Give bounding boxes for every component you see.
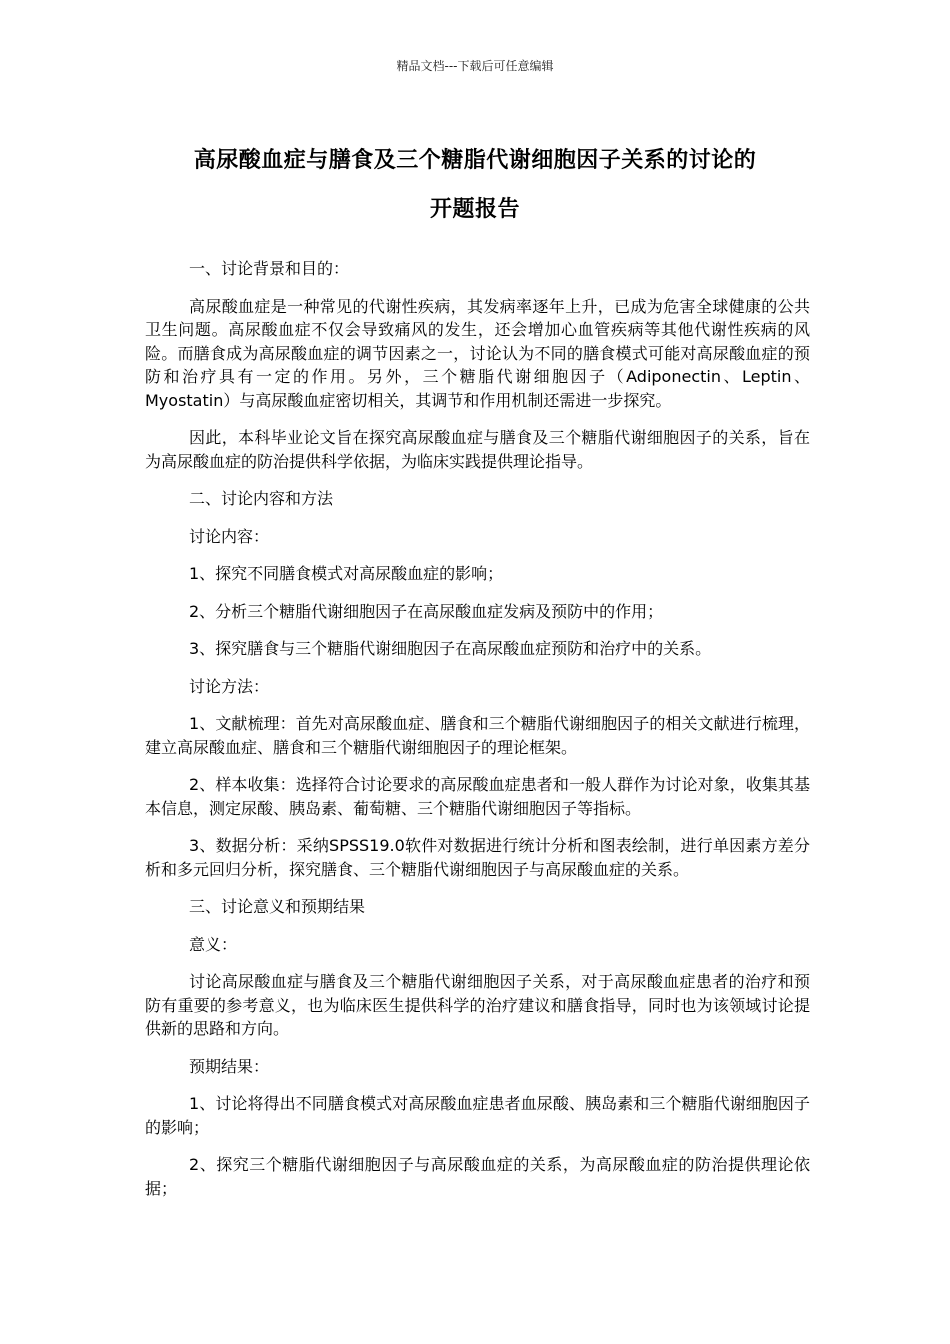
content-item-2: 2、分析三个糖脂代谢细胞因子在高尿酸血症发病及预防中的作用； [189,601,664,621]
subheading-methods: 讨论方法： [189,676,270,696]
paragraph-purpose: 因此，本科毕业论文旨在探究高尿酸血症与膳食及三个糖脂代谢细胞因子的关系，旨在为高尿酸血症的防治提供科学依据，为临床实践提供理论指导。 [145,428,810,471]
content-item-1: 1、探究不同膳食模式对高尿酸血症的影响； [189,564,504,583]
subheading-content: 讨论内容： [189,526,270,546]
paragraph-significance: 讨论高尿酸血症与膳食及三个糖脂代谢细胞因子关系，对于高尿酸血症患者的治疗和预防有重要的参考意义，也为临床医生提供科学的治疗建议和膳食指导，同时也为该领域讨论提供新的思路和方向。 [145,972,810,1038]
subheading-significance: 意义： [189,934,238,954]
document-body [145,257,810,1214]
section-heading-background: 一、讨论背景和目的： [189,259,350,278]
content-item-3: 3、探究膳食与三个糖脂代谢细胞因子在高尿酸血症预防和治疗中的关系。 [189,639,712,658]
section-heading-significance: 三、讨论意义和预期结果 [189,897,366,916]
expected-result-2: 2、探究三个糖脂代谢细胞因子与高尿酸血症的关系，为高尿酸血症的防治提供理论依据； [145,1155,810,1198]
section-heading-content-methods: 二、讨论内容和方法 [189,489,334,508]
method-item-3: 3、数据分析：采纳SPSS19.0软件对数据进行统计分析和图表绘制，进行单因素方差分析和多元回归分析，探究膳食、三个糖脂代谢细胞因子与高尿酸血症的关系。 [145,836,810,879]
subheading-expected-results: 预期结果： [189,1056,270,1076]
method-item-2: 2、样本收集：选择符合讨论要求的高尿酸血症患者和一般人群作为讨论对象，收集其基本信息，测定尿酸、胰岛素、葡萄糖、三个糖脂代谢细胞因子等指标。 [145,775,810,818]
method-item-1: 1、文献梳理：首先对高尿酸血症、膳食和三个糖脂代谢细胞因子的相关文献进行梳理，建立高尿酸血症、膳食和三个糖脂代谢细胞因子的理论框架。 [145,714,810,757]
title-line-2: 开题报告 [429,197,520,222]
expected-result-1: 1、讨论将得出不同膳食模式对高尿酸血症患者血尿酸、胰岛素和三个糖脂代谢细胞因子的影响； [145,1094,810,1137]
paragraph-background: 高尿酸血症是一种常见的代谢性疾病，其发病率逐年上升，已成为危害全球健康的公共卫生问题。高尿酸血症不仅会导致痛风的发生，还会增加心血管疾病等其他代谢性疾病的风险。而膳食成为高尿酸血症的调节因素之一，讨论认为不同的膳食模式可能对高尿酸血症的预防和治疗具有一定的作用。另外，三个糖脂代谢细胞因子（Adiponectin、Leptin、Myostatin）与高尿酸血症密切相关，其调节和作用机制还需进一步探究。 [145,296,810,410]
document-title [140,136,810,234]
title-line-1: 高尿酸血症与膳食及三个糖脂代谢细胞因子关系的讨论的 [193,148,757,173]
page-header: 精品文档---下载后可任意编辑 [396,59,554,73]
